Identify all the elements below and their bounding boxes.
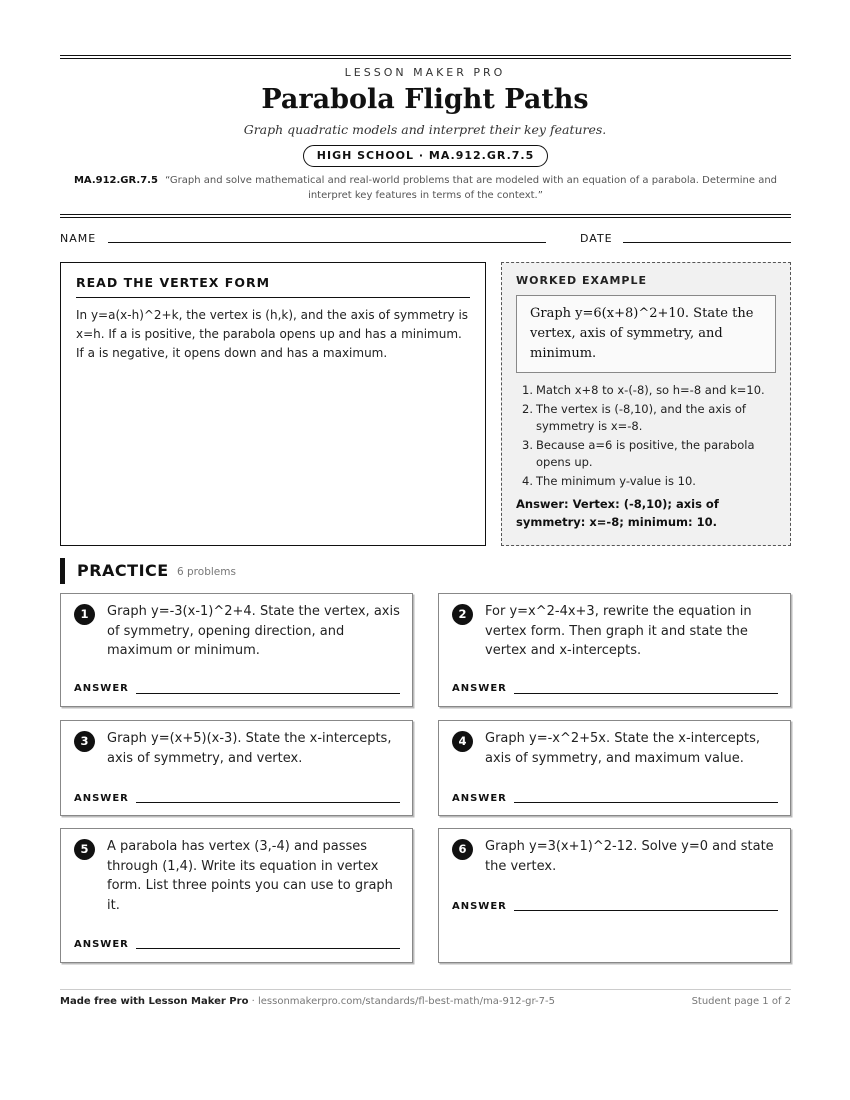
vertex-form-text: In y=a(x-h)^2+k, the vertex is (h,k), and the axis of symmetry is x=h. If a is positive, the parabola opens up and has a minimum. If a is negative, it opens down and has a maximum. [76,308,469,360]
answer-field[interactable] [136,948,400,949]
problem-text: Graph y=(x+5)(x-3). State the x-intercepts, axis of symmetry, and vertex. [107,731,392,766]
problem-card-3 [60,720,413,816]
step-item [522,401,776,435]
step-item [522,437,776,471]
footer-url-link[interactable]: · lessonmakerpro.com/standards/fl-best-math/ma-912-gr-7-5 [248,996,555,1007]
name-label: NAME [60,232,97,245]
problem-card-4 [438,720,791,816]
problem-text: Graph y=3(x+1)^2-12. Solve y=0 and state the vertex. [485,839,774,874]
problem-card-6 [438,828,791,963]
header-bottom-rule [60,214,791,218]
problem-number-badge: 2 [452,604,473,625]
name-field[interactable] [108,242,546,243]
step-number: 2. [522,402,533,416]
worked-example-steps [516,382,776,490]
answer-field[interactable] [514,910,778,911]
vertex-form-heading: READ THE VERTEX FORM [76,275,470,298]
brand-name: LESSON MAKER PRO [344,66,506,79]
page-subtitle: Graph quadratic models and interpret their key features. [243,122,607,137]
problem-text: Graph y=-3(x-1)^2+4. State the vertex, axis of symmetry, opening direction, and maximum or minimum. [107,604,400,658]
problem-card-2 [438,593,791,707]
page-title: Parabola Flight Paths [261,84,589,115]
answer-label: ANSWER [74,683,129,694]
problem-number-badge: 4 [452,731,473,752]
standard-description [68,173,783,203]
worked-example-panel [501,262,791,546]
header-top-rule [60,55,791,59]
grade-standard-badge: HIGH SCHOOL · MA.912.GR.7.5 [303,145,548,167]
step-item [522,473,776,490]
footer-made-with: Made free with Lesson Maker Pro [60,996,249,1007]
answer-label: ANSWER [74,793,129,804]
step-text: The vertex is (-8,10), and the axis of symmetry is x=-8. [536,402,746,433]
problem-card-1 [60,593,413,707]
answer-label: ANSWER [452,901,507,912]
answer-field[interactable] [514,802,778,803]
worked-example-problem: Graph y=6(x+8)^2+10. State the vertex, axis of symmetry, and minimum. [516,295,776,373]
problem-text: A parabola has vertex (3,-4) and passes through (1,4). Write its equation in vertex form. List three points you can use to graph it. [107,839,393,913]
vertex-form-panel [60,262,486,546]
step-number: 1. [522,383,533,397]
practice-accent-bar [60,558,65,584]
footer-divider [60,989,791,990]
problem-card-5 [60,828,413,963]
worked-example-answer: Answer: Vertex: (-8,10); axis of symmetry: x=-8; minimum: 10. [516,497,719,529]
problem-text: Graph y=-x^2+5x. State the x-intercepts, axis of symmetry, and maximum value. [485,731,761,766]
answer-field[interactable] [136,693,400,694]
problem-number-badge: 6 [452,839,473,860]
footer-credit [60,996,555,1007]
step-item [522,382,776,399]
answer-field[interactable] [514,693,778,694]
problem-number-badge: 3 [74,731,95,752]
standard-code: MA.912.GR.7.5 [73,175,158,186]
step-number: 4. [522,474,533,488]
step-text: Match x+8 to x-(-8), so h=-8 and k=10. [536,383,765,397]
answer-label: ANSWER [452,793,507,804]
date-label: DATE [580,232,613,245]
practice-count: 6 problems [177,566,236,578]
problem-text: For y=x^2-4x+3, rewrite the equation in vertex form. Then graph it and state the vertex and x-intercepts. [485,604,752,658]
step-text: The minimum y-value is 10. [536,474,696,488]
problem-number-badge: 1 [74,604,95,625]
practice-heading: PRACTICE [77,561,169,580]
problem-number-badge: 5 [74,839,95,860]
worked-example-heading: WORKED EXAMPLE [516,274,647,287]
answer-field[interactable] [136,802,400,803]
date-field[interactable] [623,242,791,243]
step-text: Because a=6 is positive, the parabola opens up. [536,438,755,469]
standard-text: “Graph and solve mathematical and real-world problems that are modeled with an equation of a parabola. Determine and interpret key features in terms of the context.” [165,175,778,201]
answer-label: ANSWER [452,683,507,694]
step-number: 3. [522,438,533,452]
answer-label: ANSWER [74,939,129,950]
footer-page-number: Student page 1 of 2 [691,996,791,1007]
